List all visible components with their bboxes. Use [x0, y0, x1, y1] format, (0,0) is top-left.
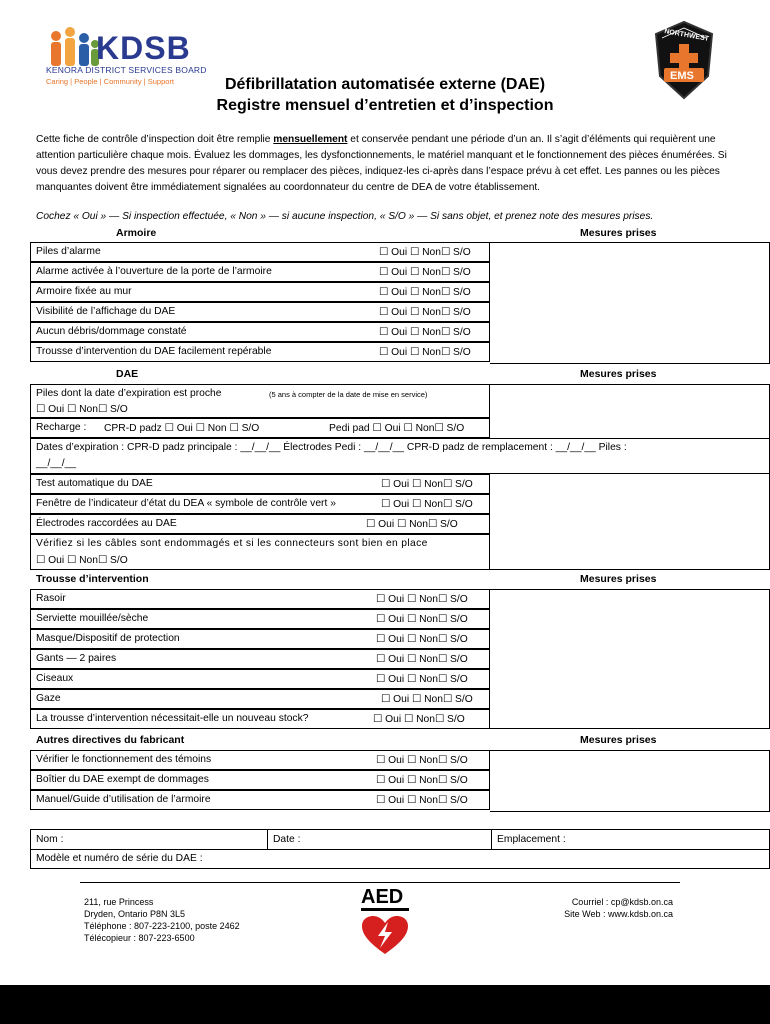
checklist-row	[30, 689, 490, 709]
oui-non-so-checkboxes[interactable]: ☐ Oui ☐ Non☐ S/O	[379, 247, 471, 258]
oui-non-so-checkboxes[interactable]: ☐ Oui ☐ Non☐ S/O	[376, 755, 468, 766]
signature-block	[30, 829, 770, 869]
checklist-row	[30, 242, 490, 262]
checklist-row	[30, 322, 490, 342]
aed-logo	[355, 886, 415, 958]
pedi-pad-checkboxes[interactable]: Pedi pad ☐ Oui ☐ Non☐ S/O	[329, 423, 465, 434]
oui-non-so-checkboxes[interactable]: ☐ Oui ☐ Non☐ S/O	[381, 694, 473, 705]
oui-non-so-checkboxes[interactable]: ☐ Oui ☐ Non☐ S/O	[376, 775, 468, 786]
item-label: Test automatique du DAE	[36, 478, 153, 489]
item-label: Aucun débris/dommage constaté	[36, 326, 187, 337]
piles-expiration-row	[30, 384, 490, 418]
item-label: Électrodes raccordées au DAE	[36, 518, 177, 529]
oui-non-so-checkboxes[interactable]: ☐ Oui ☐ Non☐ S/O	[379, 307, 471, 318]
form-title: Défibrillatation automatisée externe (DAE)	[224, 76, 546, 93]
emplacement-field[interactable]: Emplacement :	[497, 834, 566, 845]
org-tagline: Caring | People | Community | Support	[46, 77, 174, 86]
item-label: Boîtier du DAE exempt de dommages	[36, 774, 209, 785]
org-fullname: KENORA DISTRICT SERVICES BOARD	[46, 65, 207, 75]
checklist-row	[30, 514, 490, 534]
item-label: Gaze	[36, 693, 61, 704]
oui-non-so-checkboxes[interactable]: ☐ Oui ☐ Non☐ S/O	[36, 404, 128, 415]
mesures-field-autres[interactable]	[490, 750, 770, 812]
item-label: La trousse d’intervention nécessitait-elle un nouveau stock?	[36, 713, 309, 724]
oui-non-so-checkboxes[interactable]: ☐ Oui ☐ Non☐ S/O	[366, 519, 458, 530]
cprd-padz-checkboxes[interactable]: CPR-D padz ☐ Oui ☐ Non ☐ S/O	[104, 423, 260, 434]
cables-row	[30, 534, 490, 570]
form-subtitle: Registre mensuel d’entretien et d’inspection	[216, 97, 554, 114]
item-label: Alarme activée à l’ouverture de la porte de l’armoire	[36, 266, 272, 277]
oui-non-so-checkboxes[interactable]: ☐ Oui ☐ Non☐ S/O	[379, 267, 471, 278]
section-heading-autres: Autres directives du fabricant	[36, 734, 185, 746]
oui-non-so-checkboxes[interactable]: ☐ Oui ☐ Non☐ S/O	[381, 499, 473, 510]
checklist-row	[30, 750, 490, 770]
checklist-row	[30, 609, 490, 629]
item-label: Vérifier le fonctionnement des témoins	[36, 754, 212, 765]
mesures-header: Mesures prises	[580, 734, 657, 746]
item-label: Masque/Dispositif de protection	[36, 633, 180, 644]
section-heading-armoire: Armoire	[116, 227, 157, 239]
item-label: Armoire fixée au mur	[36, 286, 132, 297]
item-label: Serviette mouillée/sèche	[36, 613, 149, 624]
oui-non-so-checkboxes[interactable]: ☐ Oui ☐ Non☐ S/O	[376, 594, 468, 605]
piles-date-field[interactable]: __/__/__	[36, 458, 77, 469]
item-label: Ciseaux	[36, 673, 74, 684]
mesures-field-armoire[interactable]	[490, 242, 770, 364]
piles-note: (5 ans à compter de la date de mise en service)	[269, 390, 428, 399]
recharge-label: Recharge :	[36, 422, 87, 433]
oui-non-so-checkboxes[interactable]: ☐ Oui ☐ Non☐ S/O	[373, 714, 465, 725]
checklist-row	[30, 262, 490, 282]
checklist-row	[30, 709, 490, 729]
footer-address: 211, rue Princess Dryden, Ontario P8N 3L5 Téléphone : 807-223-2100, poste 2462 Télécopieur : 807-223-6500	[84, 897, 240, 943]
oui-non-so-checkboxes[interactable]: ☐ Oui ☐ Non☐ S/O	[376, 634, 468, 645]
oui-non-so-checkboxes[interactable]: ☐ Oui ☐ Non☐ S/O	[376, 654, 468, 665]
ems-top-text: NORTHWEST	[663, 28, 710, 43]
section-heading-dae: DAE	[116, 368, 139, 380]
footer-divider	[80, 882, 680, 883]
item-label: Fenêtre de l’indicateur d’état du DEA « symbole de contrôle vert »	[36, 498, 336, 509]
oui-non-so-checkboxes[interactable]: ☐ Oui ☐ Non☐ S/O	[376, 614, 468, 625]
oui-non-so-checkboxes[interactable]: ☐ Oui ☐ Non☐ S/O	[379, 287, 471, 298]
org-name: KDSB	[96, 30, 191, 66]
oui-non-so-checkboxes[interactable]: ☐ Oui ☐ Non☐ S/O	[376, 674, 468, 685]
ems-label: EMS	[670, 70, 694, 82]
item-label: Visibilité de l’affichage du DAE	[36, 306, 176, 317]
item-label: Trousse d’intervention du DAE facilement repérable	[36, 346, 272, 357]
checklist-row	[30, 342, 490, 362]
checklist-row	[30, 494, 490, 514]
item-label: Manuel/Guide d’utilisation de l’armoire	[36, 794, 211, 805]
intro-paragraph: Cette fiche de contrôle d’inspection doit être remplie mensuellement et conservée pendant une période d’un an. Il s’agit d’éléments qui requièrent une attention particulière chaque mois. Évaluez les dommages, les dysfonctionnements, le matériel manquant et le fonctionnement des pièces énumérées. Si vous devez prendre des mesures pour réparer ou remplacer des pièces, indiquez-les ci-après dans l’espace prévu à cet effet. Les pannes ou les pièces manquantes doivent être immédiatement signalées au coordonnateur du centre de DEA de votre établissement.	[36, 134, 727, 193]
item-label: Gants — 2 paires	[36, 653, 117, 664]
emphasis-monthly: mensuellement	[273, 134, 348, 145]
checklist-row	[30, 669, 490, 689]
item-label: Piles d’alarme	[36, 246, 101, 257]
mesures-header: Mesures prises	[580, 573, 657, 585]
aed-text: AED	[361, 886, 404, 908]
recharge-row	[30, 418, 490, 438]
heart-lightning-icon	[358, 914, 412, 956]
checklist-row	[30, 589, 490, 609]
checklist-row	[30, 302, 490, 322]
mesures-field-trousse[interactable]	[490, 589, 770, 729]
mesures-field-dae[interactable]	[490, 384, 770, 570]
section-heading-trousse: Trousse d’intervention	[36, 573, 149, 585]
expiration-dates-field[interactable]: Dates d’expiration : CPR-D padz principale : __/__/__ Électrodes Pedi : __/__/__ CPR-D padz de remplacement : __/__/__ Piles :	[36, 442, 627, 453]
date-field[interactable]: Date :	[273, 834, 301, 845]
people-logo-icon	[48, 26, 100, 70]
checklist-row	[30, 474, 490, 494]
oui-non-so-checkboxes[interactable]: ☐ Oui ☐ Non☐ S/O	[36, 555, 128, 566]
oui-non-so-checkboxes[interactable]: ☐ Oui ☐ Non☐ S/O	[379, 327, 471, 338]
checklist-row	[30, 649, 490, 669]
checklist-row	[30, 282, 490, 302]
expiration-dates-row	[30, 438, 770, 474]
instructions: Cochez « Oui » — Si inspection effectuée, « Non » — si aucune inspection, « S/O » — Si sans objet, et prenez note des mesures prises.	[36, 211, 654, 222]
mesures-header: Mesures prises	[580, 227, 657, 239]
nom-field[interactable]: Nom :	[36, 834, 64, 845]
item-label: Rasoir	[36, 593, 66, 604]
footer-web[interactable]: Site Web : www.kdsb.on.ca	[564, 909, 673, 919]
footer-contact	[553, 896, 673, 920]
oui-non-so-checkboxes[interactable]: ☐ Oui ☐ Non☐ S/O	[381, 479, 473, 490]
checklist-row	[30, 770, 490, 790]
cables-label: Vérifiez si les câbles sont endommagés et si les connecteurs sont bien en place	[36, 538, 428, 549]
checklist-row	[30, 629, 490, 649]
modele-serie-field[interactable]: Modèle et numéro de série du DAE :	[36, 853, 203, 864]
scan-bottom-bar	[0, 985, 770, 1024]
oui-non-so-checkboxes[interactable]: ☐ Oui ☐ Non☐ S/O	[376, 795, 468, 806]
piles-label: Piles dont la date d’expiration est proche	[36, 388, 222, 399]
footer-email[interactable]: Courriel : cp@kdsb.on.ca	[571, 897, 673, 907]
mesures-header: Mesures prises	[580, 368, 657, 380]
oui-non-so-checkboxes[interactable]: ☐ Oui ☐ Non☐ S/O	[379, 347, 471, 358]
checklist-row	[30, 790, 490, 810]
